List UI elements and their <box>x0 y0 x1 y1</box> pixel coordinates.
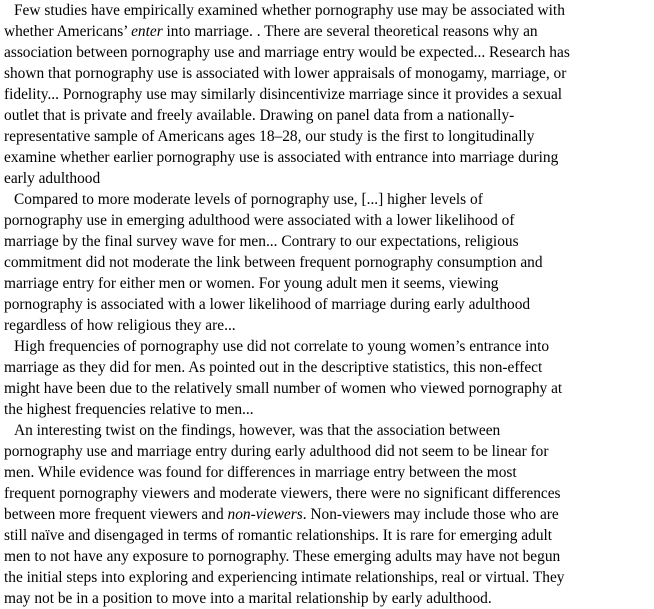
text-run: . Non-viewers may include those who are <box>302 506 559 523</box>
text-line <box>4 168 100 189</box>
text-run: shown that pornography use is associated with lower appraisals of monogamy, marriage, or <box>4 65 567 82</box>
text-line <box>4 525 552 546</box>
text-line <box>4 105 514 126</box>
text-run: marriage as they did for men. As pointed out in the descriptive statistics, this non-effect <box>4 359 543 376</box>
text-line <box>4 588 492 609</box>
text-line <box>4 357 542 378</box>
text-run: Compared to more moderate levels of pornography use, [...] higher levels of <box>14 191 483 208</box>
text-run: between more frequent viewers and <box>4 506 228 523</box>
text-line <box>4 126 534 147</box>
text-run: fidelity... Pornography use may similarly disincentivize marriage since it provides a sexual <box>4 86 563 103</box>
text-line <box>4 399 254 420</box>
text-run: the initial steps into exploring and experiencing intimate relationships, real or virtual. They <box>4 569 565 586</box>
text-line <box>4 273 499 294</box>
text-line <box>4 63 566 84</box>
text-run: the highest frequencies relative to men... <box>4 401 254 418</box>
text-line <box>4 567 564 588</box>
text-line <box>4 210 514 231</box>
text-run: whether Americans’ <box>4 23 132 40</box>
text-run: marriage by the final survey wave for men... Contrary to our expectations, religious <box>4 233 519 250</box>
text-run: outlet that is private and freely available. Drawing on panel data from a nationally- <box>4 107 515 124</box>
text-run: association between pornography use and marriage entry would be expected... Research has <box>4 44 570 61</box>
text-line <box>4 441 549 462</box>
text-run: High frequencies of pornography use did not correlate to young women’s entrance into <box>14 338 550 355</box>
text-line <box>14 0 565 21</box>
text-line <box>4 42 570 63</box>
text-run: An interesting twist on the findings, however, was that the association between <box>14 422 501 439</box>
text-run: might have been due to the relatively small number of women who viewed pornography at <box>4 380 563 397</box>
text-run: marriage entry for either men or women. For young adult men it seems, viewing <box>4 275 499 292</box>
text-line <box>4 504 559 525</box>
text-line <box>14 420 500 441</box>
text-line <box>4 252 543 273</box>
text-run: representative sample of Americans ages 18–28, our study is the first to longitudinally <box>4 128 535 145</box>
italic-text: enter <box>131 23 163 40</box>
text-line <box>4 231 519 252</box>
text-run: men. While evidence was found for differences in marriage entry between the most <box>4 464 517 481</box>
text-line <box>4 84 562 105</box>
text-run: Few studies have empirically examined whether pornography use may be associated with <box>14 2 565 19</box>
text-run: examine whether earlier pornography use is associated with entrance into marriage during <box>4 149 559 166</box>
text-run: into marriage. . There are several theoretical reasons why an <box>162 23 538 40</box>
text-run: still naïve and disengaged in terms of romantic relationships. It is rare for emerging adult <box>4 527 553 544</box>
text-line <box>4 546 560 567</box>
text-run: regardless of how religious they are... <box>4 317 236 334</box>
text-run: early adulthood <box>4 170 101 187</box>
text-line <box>4 294 530 315</box>
text-line <box>4 462 517 483</box>
text-line <box>4 378 562 399</box>
text-line <box>14 189 483 210</box>
italic-text: non-viewers <box>227 506 303 523</box>
text-line <box>4 147 558 168</box>
text-run: frequent pornography viewers and moderate viewers, there were no significant differences <box>4 485 561 502</box>
text-line <box>14 336 549 357</box>
text-line <box>4 21 538 42</box>
text-run: pornography use and marriage entry during early adulthood did not seem to be linear for <box>4 443 549 460</box>
text-run: pornography use in emerging adulthood were associated with a lower likelihood of <box>4 212 515 229</box>
text-line <box>4 315 236 336</box>
text-run: men to not have any exposure to pornography. These emerging adults may have not begun <box>4 548 561 565</box>
text-run: may not be in a position to move into a marital relationship by early adulthood. <box>4 590 492 607</box>
text-run: pornography is associated with a lower likelihood of marriage during early adulthood <box>4 296 531 313</box>
text-line <box>4 483 561 504</box>
text-run: commitment did not moderate the link between frequent pornography consumption and <box>4 254 543 271</box>
